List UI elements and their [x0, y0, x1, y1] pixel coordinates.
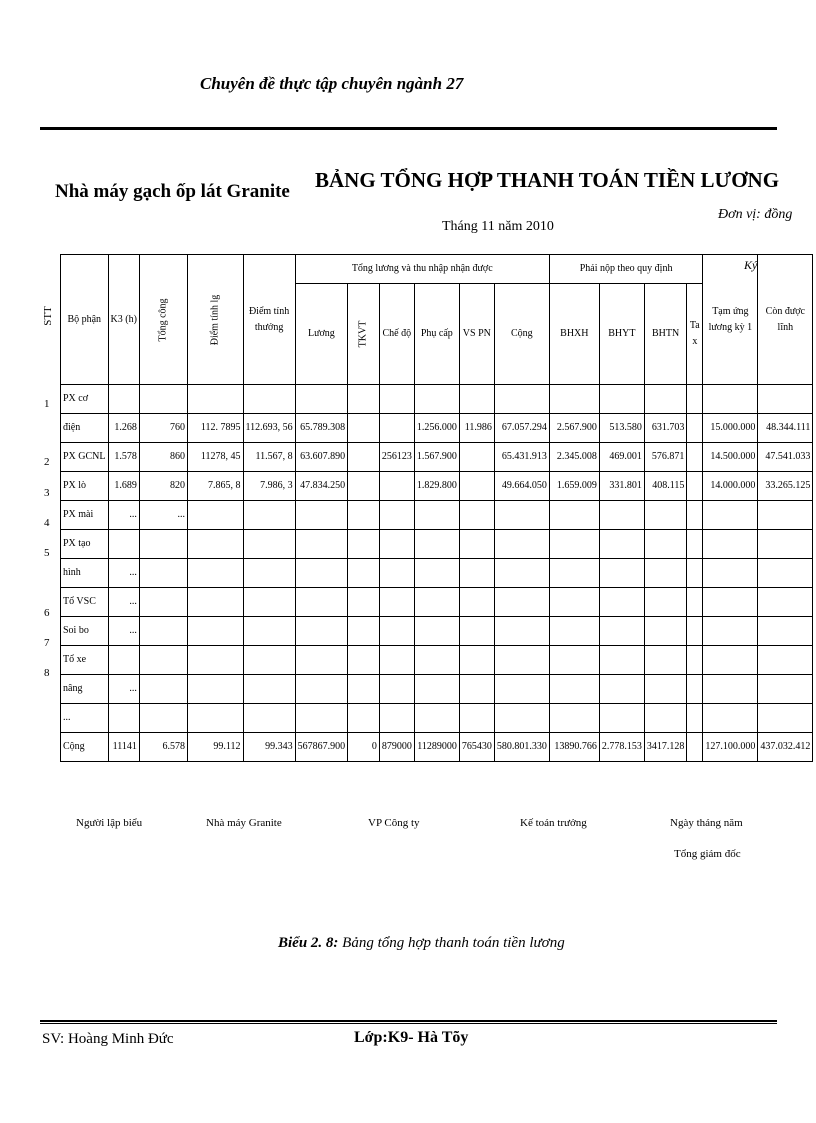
cell-phu-cap: 1.829.800: [414, 472, 459, 501]
total-phu-cap: 11289000: [414, 733, 459, 762]
cell-tkvt: [348, 472, 380, 501]
caption-label: Biểu 2. 8:: [278, 935, 339, 951]
cell-bo-phan: hình: [61, 559, 109, 588]
cell-bhxh: 2.345.008: [549, 443, 599, 472]
total-k3: 11141: [108, 733, 139, 762]
cell-diem-thuong: 7.986, 3: [243, 472, 295, 501]
cell-tax: [687, 472, 703, 501]
cell-bo-phan: PX GCNL: [61, 443, 109, 472]
header-group-income: Tổng lương và thu nhập nhận được: [295, 255, 549, 284]
footer-student: SV: Hoàng Minh Đức: [42, 1031, 174, 1047]
cell-con-lai: 47.541.033: [758, 443, 813, 472]
cell-che-do: [379, 472, 414, 501]
total-tkvt: 0: [348, 733, 380, 762]
footer-class: Lớp:K9- Hà Tõy: [354, 1029, 469, 1046]
figure-caption: [278, 935, 565, 952]
document-title: BẢNG TỔNG HỢP THANH TOÁN TIỀN LƯƠNG: [315, 168, 780, 192]
cell-k3: ...: [108, 559, 139, 588]
cell-bo-phan: Tổ xe: [61, 646, 109, 675]
cell-phu-cap: 1.256.000: [414, 414, 459, 443]
table-row: [61, 675, 813, 704]
stt-7: 7: [44, 637, 50, 649]
cell-luong: 65.789.308: [295, 414, 348, 443]
total-che-do: 879000: [379, 733, 414, 762]
cell-tong-cong: 760: [139, 414, 187, 443]
table-row: [61, 588, 813, 617]
total-tong-cong: 6.578: [139, 733, 187, 762]
table-row: [61, 530, 813, 559]
cell-con-lai: 33.265.125: [758, 472, 813, 501]
cell-tam-ung: 14.500.000: [703, 443, 758, 472]
cell-k3: ...: [108, 675, 139, 704]
cell-con-lai: 48.344.111: [758, 414, 813, 443]
cell-bo-phan: Tổ VSC: [61, 588, 109, 617]
cell-diem-thuong: 112.693, 56: [243, 414, 295, 443]
stt-3: 3: [44, 487, 50, 499]
cell-tong-cong: 860: [139, 443, 187, 472]
header-bhxh: BHXH: [549, 284, 599, 385]
cell-tam-ung: 14.000.000: [703, 472, 758, 501]
header-diem-tinh-thuong: Điểm tính thưởng: [243, 255, 295, 385]
cell-bhxh: 2.567.900: [549, 414, 599, 443]
cell-tam-ung: 15.000.000: [703, 414, 758, 443]
cell-luong: 47.834.250: [295, 472, 348, 501]
cell-bhxh: 1.659.009: [549, 472, 599, 501]
cell-k3: ...: [108, 588, 139, 617]
cell-bo-phan: Soi bo: [61, 617, 109, 646]
cell-che-do: 256123: [379, 443, 414, 472]
total-label: Cộng: [61, 733, 109, 762]
header-vs-pn: VS PN: [459, 284, 494, 385]
cell-tax: [687, 443, 703, 472]
period-label: Tháng 11 năm 2010: [442, 219, 554, 234]
header-tkvt: TKVT: [348, 284, 380, 385]
cell-k3: 1.268: [108, 414, 139, 443]
table-total-row: [61, 733, 813, 762]
header-cong: Cộng: [494, 284, 549, 385]
cell-bo-phan: ...: [61, 704, 109, 733]
cell-tong-cong: ...: [139, 501, 187, 530]
table-row: [61, 385, 813, 414]
header-diem-tinh-lg: Điểm tính lg: [187, 255, 243, 385]
total-con-lai: 437.032.412: [758, 733, 813, 762]
total-diem-thuong: 99.343: [243, 733, 295, 762]
total-tam-ung: 127.100.000: [703, 733, 758, 762]
payroll-summary-table: [60, 254, 813, 762]
cell-diem-lg: 7.865, 8: [187, 472, 243, 501]
cell-diem-lg: 112. 7895: [187, 414, 243, 443]
cell-cong: 67.057.294: [494, 414, 549, 443]
header-group-deductions: Phải nộp theo quy định: [549, 255, 703, 284]
table-row: [61, 414, 813, 443]
cell-bhyt: 469.001: [599, 443, 644, 472]
stt-4: 4: [44, 517, 50, 529]
cell-bhyt: 331.801: [599, 472, 644, 501]
stt-5: 5: [44, 547, 50, 559]
total-vs-pn: 765430: [459, 733, 494, 762]
cell-k3: 1.689: [108, 472, 139, 501]
cell-cong: 49.664.050: [494, 472, 549, 501]
header-tam-ung: Tạm ứng lương kỳ 1: [703, 255, 758, 385]
cell-tong-cong: 820: [139, 472, 187, 501]
footer-rule: [40, 1020, 777, 1024]
header-k3: K3 (h): [108, 255, 139, 385]
signature-director: Tổng giám đốc: [674, 848, 741, 860]
header-bhtn: BHTN: [644, 284, 687, 385]
header-rule: [40, 127, 777, 130]
signature-chief-accountant: Kế toán trưởng: [520, 817, 587, 829]
caption-text: Bảng tổng hợp thanh toán tiền lương: [338, 935, 565, 951]
signature-preparer: Người lập biểu: [76, 817, 143, 829]
sign-column-label: Ký: [744, 258, 758, 272]
table-row: [61, 443, 813, 472]
total-cong: 580.801.330: [494, 733, 549, 762]
cell-vs-pn: 11.986: [459, 414, 494, 443]
cell-bhtn: 408.115: [644, 472, 687, 501]
cell-cong: 65.431.913: [494, 443, 549, 472]
total-bhtn: 3417.128: [644, 733, 687, 762]
stt-2: 2: [44, 456, 50, 468]
table-row: [61, 472, 813, 501]
header-phu-cap: Phụ cấp: [414, 284, 459, 385]
header-luong: Lương: [295, 284, 348, 385]
cell-bo-phan: điện: [61, 414, 109, 443]
stt-6: 6: [44, 607, 50, 619]
cell-k3: 1.578: [108, 443, 139, 472]
cell-tkvt: [348, 414, 380, 443]
cell-phu-cap: 1.567.900: [414, 443, 459, 472]
cell-vs-pn: [459, 443, 494, 472]
total-luong: 567867.900: [295, 733, 348, 762]
table-row: [61, 559, 813, 588]
cell-diem-thuong: 11.567, 8: [243, 443, 295, 472]
cell-bo-phan: nâng: [61, 675, 109, 704]
table-row: [61, 704, 813, 733]
cell-bhtn: 576.871: [644, 443, 687, 472]
cell-bhyt: 513.580: [599, 414, 644, 443]
stt-header: STT: [41, 306, 54, 326]
total-bhxh: 13890.766: [549, 733, 599, 762]
header-bo-phan: Bộ phận: [61, 255, 109, 385]
cell-bo-phan: PX tạo: [61, 530, 109, 559]
total-bhyt: 2.778.153: [599, 733, 644, 762]
cell-k3: ...: [108, 501, 139, 530]
stt-8: 8: [44, 667, 50, 679]
cell-tax: [687, 414, 703, 443]
cell-vs-pn: [459, 472, 494, 501]
total-tax: [687, 733, 703, 762]
stt-1: 1: [44, 398, 50, 410]
signature-factory: Nhà máy Granite: [206, 817, 282, 829]
table-row: [61, 617, 813, 646]
cell-tkvt: [348, 443, 380, 472]
cell-bo-phan: PX cơ: [61, 385, 109, 414]
cell-bhtn: 631.703: [644, 414, 687, 443]
total-diem-lg: 99.112: [187, 733, 243, 762]
table-row: [61, 501, 813, 530]
signature-office: VP Công ty: [368, 817, 420, 829]
header-bhyt: BHYT: [599, 284, 644, 385]
cell-diem-lg: 11278, 45: [187, 443, 243, 472]
cell-k3: ...: [108, 617, 139, 646]
page-header-title: Chuyên đề thực tập chuyên ngành 27: [200, 74, 464, 93]
header-con-duoc-linh: Còn được lĩnh: [758, 255, 813, 385]
header-tong-cong: Tổng công: [139, 255, 187, 385]
cell-che-do: [379, 414, 414, 443]
company-name: Nhà máy gạch ốp lát Granite: [55, 181, 290, 202]
header-tax: Ta x: [687, 284, 703, 385]
cell-bo-phan: PX lò: [61, 472, 109, 501]
header-che-do: Chế độ: [379, 284, 414, 385]
cell-bo-phan: PX mài: [61, 501, 109, 530]
table-row: [61, 646, 813, 675]
currency-unit: Đơn vị: đồng: [718, 207, 793, 222]
cell-luong: 63.607.890: [295, 443, 348, 472]
signature-date: Ngày tháng năm: [670, 817, 743, 829]
